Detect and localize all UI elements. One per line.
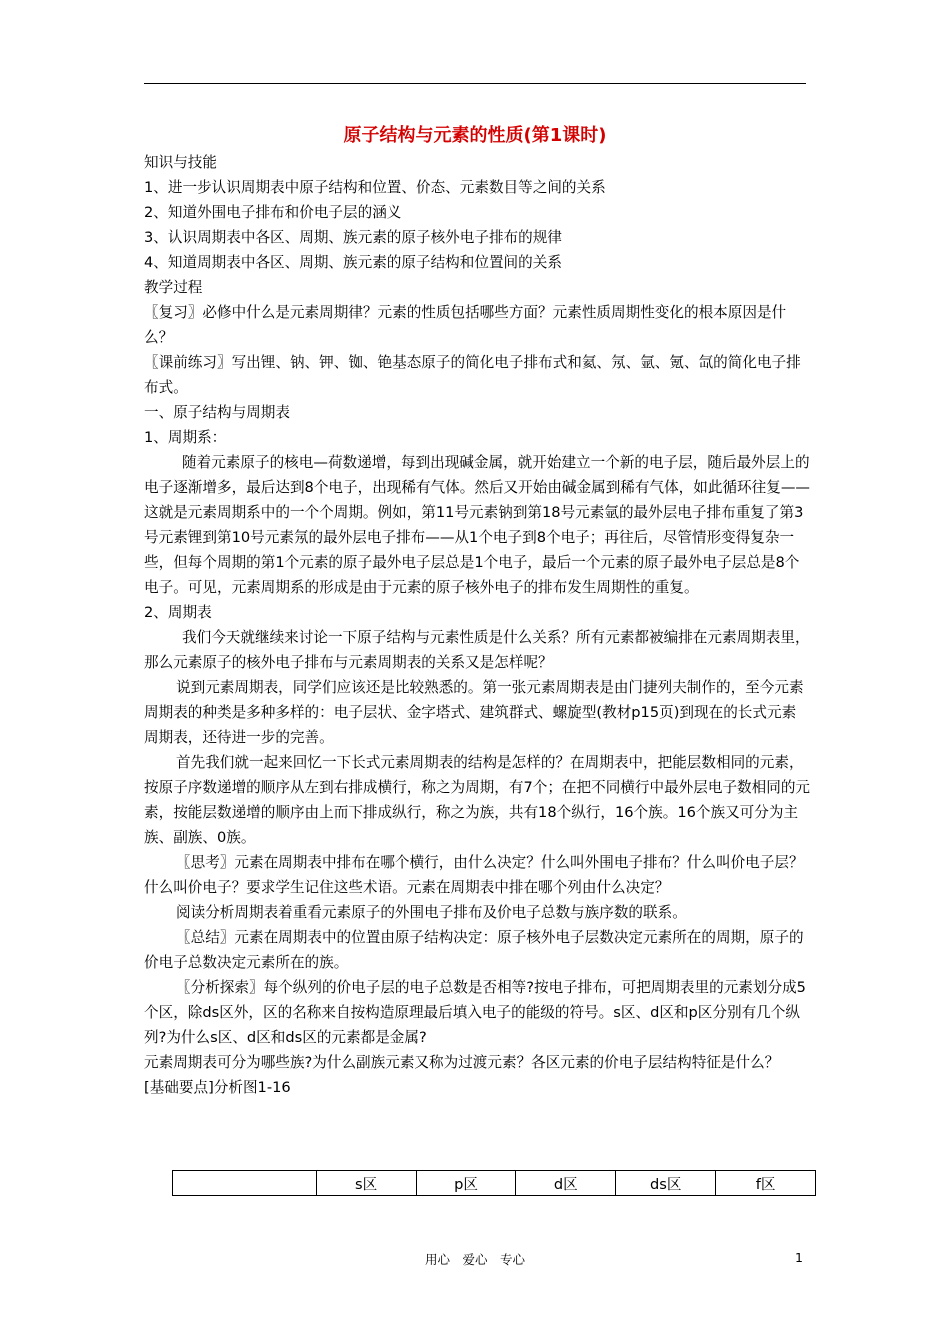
table-cell: f区 — [716, 1171, 816, 1196]
paragraph: 元素周期表可分为哪些族?为什么副族元素又称为过渡元素？各区元素的价电子层结构特征是什么？ — [144, 1054, 780, 1071]
paragraph: 我们今天就继续来讨论一下原子结构与元素性质是什么关系？所有元素都被编排在元素周期表里，那么元素原子的核外电子排布与元素周期表的关系又是怎样呢？ — [144, 629, 810, 671]
paragraph: 阅读分析周期表着重看元素原子的外围电子排布及价电子总数与族序数的联系。 — [176, 904, 687, 921]
paragraph: 随着元素原子的核电—荷数递增，每到出现碱金属，就开始建立一个新的电子层，随后最外层上的电子逐渐增多，最后达到8个电子，出现稀有气体。然后又开始由碱金属到稀有气体，如此循环往复——这就是元素周期系中的一个个周期。例如，第11号元素钠到第18号元素氩的最外层电子排布重复了第3号元素锂到第10号元素氖的最外层电子排布——从1个电子到8个电子；再往后，尽管情形变得复杂一些，但每个周期的第1个元素的原子最外电子层总是1个电子，最后一个元素的原子最外电子层总是8个电子。可见，元素周期系的形成是由于元素的原子核外电子的排布发生周期性的重复。 — [144, 454, 811, 596]
paragraph: 〖思考〗元素在周期表中排布在哪个横行，由什么决定？什么叫外围电子排布？什么叫价电子层？什么叫价电子？要求学生记住这些术语。元素在周期表中排在哪个列由什么决定？ — [144, 854, 804, 896]
paragraph: 3、认识周期表中各区、周期、族元素的原子核外电子排布的规律 — [144, 229, 562, 246]
table-cell: d区 — [516, 1171, 616, 1196]
paragraph: 〖复习〗必修中什么是元素周期律？元素的性质包括哪些方面？元素性质周期性变化的根本原因是什么？ — [144, 304, 787, 346]
paragraph: 说到元素周期表，同学们应该还是比较熟悉的。第一张元素周期表是由门捷列夫制作的，至今元素周期表的种类是多种多样的：电子层状、金字塔式、建筑群式、螺旋型(教材p15页)到现在的长式元素周期表，还待进一步的完善。 — [144, 679, 804, 746]
paragraph: 首先我们就一起来回忆一下长式元素周期表的结构是怎样的？在周期表中，把能层数相同的元素，按原子序数递增的顺序从左到右排成横行，称之为周期，有7个；在把不同横行中最外层电子数相同的元素，按能层数递增的顺序由上而下排成纵行，称之为族，共有18个纵行，16个族。16个族又可分为主族、副族、0族。 — [144, 754, 811, 846]
paragraph: 一、原子结构与周期表 — [144, 404, 290, 421]
paragraph: 2、周期表 — [144, 604, 212, 621]
paragraph: 〖分析探索〗每个纵列的价电子层的电子总数是否相等?按电子排布，可把周期表里的元素划分成5个区，除ds区外，区的名称来自按构造原理最后填入电子的能级的符号。s区、d区和p区分别有几个纵列?为什么s区、d区和ds区的元素都是金属? — [144, 979, 806, 1046]
block-table — [172, 1170, 816, 1196]
body-text — [144, 150, 810, 1100]
paragraph: 1、周期系： — [144, 429, 227, 446]
paragraph: 1、进一步认识周期表中原子结构和位置、价态、元素数目等之间的关系 — [144, 179, 606, 196]
paragraph: 〖课前练习〗写出锂、钠、钾、铷、铯基态原子的简化电子排布式和氦、氖、氩、氪、氙的简化电子排布式。 — [144, 354, 801, 396]
paragraph: 〖总结〗元素在周期表中的位置由原子结构决定：原子核外电子层数决定元素所在的周期，原子的价电子总数决定元素所在的族。 — [144, 929, 804, 971]
table-header-row — [173, 1171, 816, 1196]
paragraph: 4、知道周期表中各区、周期、族元素的原子结构和位置间的关系 — [144, 254, 562, 271]
paragraph: [基础要点]分析图1-16 — [144, 1079, 291, 1096]
paragraph: 知识与技能 — [144, 154, 217, 171]
header-rule — [144, 83, 806, 84]
table-cell: p区 — [416, 1171, 516, 1196]
paragraph: 2、知道外围电子排布和价电子层的涵义 — [144, 204, 402, 221]
table-cell: s区 — [316, 1171, 416, 1196]
page-title: 原子结构与元素的性质(第1课时) — [343, 125, 607, 146]
table-cell — [173, 1171, 317, 1196]
footer-motto: 用心 爱心 专心 — [424, 1252, 525, 1267]
table-cell: ds区 — [616, 1171, 716, 1196]
paragraph: 教学过程 — [144, 279, 203, 296]
page-number: 1 — [795, 1250, 803, 1265]
